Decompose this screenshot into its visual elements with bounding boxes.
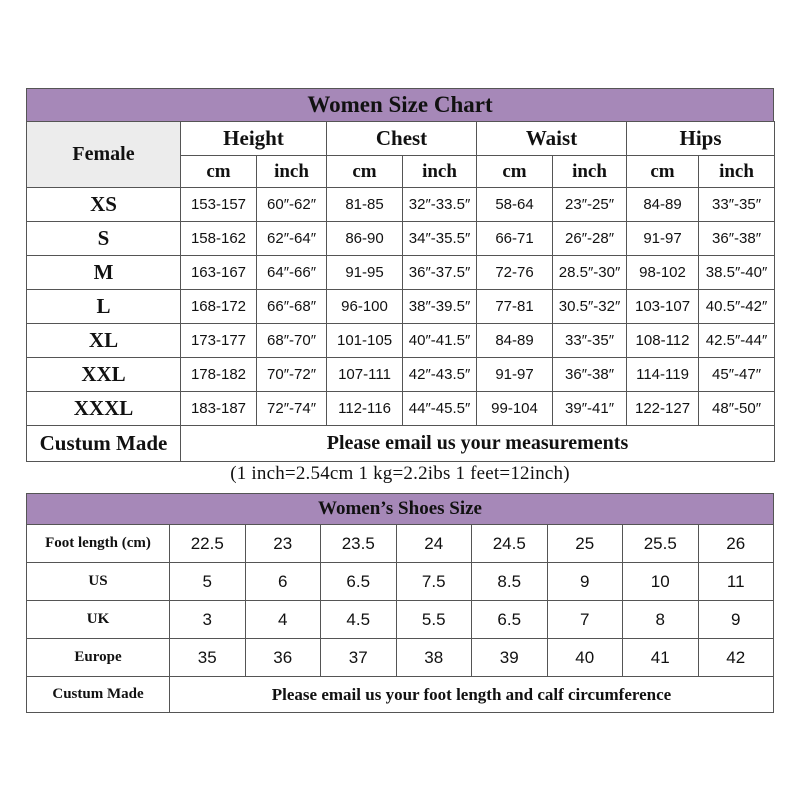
shoe-size-value: 25 — [547, 525, 623, 563]
size-row — [27, 222, 775, 256]
shoe-size-value: 39 — [472, 639, 548, 677]
cm-value: 58-64 — [477, 188, 553, 222]
size-row — [27, 188, 775, 222]
shoe-size-value: 22.5 — [170, 525, 246, 563]
size-label: XXXL — [27, 392, 181, 426]
inch-value: 33″-35″ — [553, 324, 627, 358]
cm-value: 99-104 — [477, 392, 553, 426]
size-label: XL — [27, 324, 181, 358]
shoe-size-value: 23.5 — [321, 525, 397, 563]
shoe-size-value: 38 — [396, 639, 472, 677]
shoe-size-value: 11 — [698, 563, 774, 601]
custom-made-text: Please email us your measurements — [181, 426, 775, 462]
shoe-size-value: 9 — [547, 563, 623, 601]
cm-value: 163-167 — [181, 256, 257, 290]
shoe-size-value: 26 — [698, 525, 774, 563]
shoe-row — [27, 563, 774, 601]
unit-inch: inch — [553, 156, 627, 188]
cm-value: 91-97 — [477, 358, 553, 392]
unit-inch: inch — [699, 156, 775, 188]
hips-header: Hips — [627, 122, 775, 156]
shoe-size-value: 8.5 — [472, 563, 548, 601]
shoe-size-value: 36 — [245, 639, 321, 677]
unit-inch: inch — [403, 156, 477, 188]
shoes-chart-title: Women’s Shoes Size — [26, 493, 774, 524]
shoes-custom-made-text: Please email us your foot length and calf circumference — [170, 677, 774, 713]
inch-value: 60″-62″ — [257, 188, 327, 222]
shoe-size-value: 25.5 — [623, 525, 699, 563]
conversion-note: (1 inch=2.54cm 1 kg=2.2ibs 1 feet=12inch) — [230, 463, 570, 484]
shoe-size-value: 6.5 — [321, 563, 397, 601]
shoe-size-value: 3 — [170, 601, 246, 639]
inch-value: 36″-38″ — [699, 222, 775, 256]
size-chart-table — [26, 121, 775, 462]
cm-value: 84-89 — [627, 188, 699, 222]
shoe-size-value: 8 — [623, 601, 699, 639]
shoe-size-value: 35 — [170, 639, 246, 677]
inch-value: 48″-50″ — [699, 392, 775, 426]
cm-value: 107-111 — [327, 358, 403, 392]
cm-value: 101-105 — [327, 324, 403, 358]
inch-value: 26″-28″ — [553, 222, 627, 256]
shoe-size-value: 7 — [547, 601, 623, 639]
shoe-row-label: Europe — [27, 639, 170, 677]
inch-value: 33″-35″ — [699, 188, 775, 222]
inch-value: 64″-66″ — [257, 256, 327, 290]
shoe-row — [27, 525, 774, 563]
size-label: S — [27, 222, 181, 256]
cm-value: 112-116 — [327, 392, 403, 426]
cm-value: 122-127 — [627, 392, 699, 426]
shoe-size-value: 41 — [623, 639, 699, 677]
inch-value: 36″-38″ — [553, 358, 627, 392]
shoe-row — [27, 601, 774, 639]
cm-value: 77-81 — [477, 290, 553, 324]
shoe-row-label: US — [27, 563, 170, 601]
chest-header: Chest — [327, 122, 477, 156]
inch-value: 38″-39.5″ — [403, 290, 477, 324]
shoe-size-value: 23 — [245, 525, 321, 563]
size-chart-title: Women Size Chart — [26, 88, 774, 121]
shoe-row-label: Foot length (cm) — [27, 525, 170, 563]
shoe-size-value: 10 — [623, 563, 699, 601]
inch-value: 30.5″-32″ — [553, 290, 627, 324]
size-label: XS — [27, 188, 181, 222]
women-shoes-size-chart — [26, 493, 774, 713]
shoe-size-value: 5 — [170, 563, 246, 601]
size-label: L — [27, 290, 181, 324]
shoe-size-value: 9 — [698, 601, 774, 639]
shoe-size-value: 6 — [245, 563, 321, 601]
inch-value: 70″-72″ — [257, 358, 327, 392]
inch-value: 42.5″-44″ — [699, 324, 775, 358]
custom-made-label: Custum Made — [27, 426, 181, 462]
shoe-size-value: 37 — [321, 639, 397, 677]
shoe-size-value: 5.5 — [396, 601, 472, 639]
cm-value: 114-119 — [627, 358, 699, 392]
cm-value: 96-100 — [327, 290, 403, 324]
inch-value: 44″-45.5″ — [403, 392, 477, 426]
inch-value: 34″-35.5″ — [403, 222, 477, 256]
inch-value: 45″-47″ — [699, 358, 775, 392]
shoe-size-value: 6.5 — [472, 601, 548, 639]
inch-value: 42″-43.5″ — [403, 358, 477, 392]
shoe-size-value: 24.5 — [472, 525, 548, 563]
cm-value: 91-97 — [627, 222, 699, 256]
shoe-row — [27, 639, 774, 677]
inch-value: 28.5″-30″ — [553, 256, 627, 290]
size-row — [27, 392, 775, 426]
shoe-size-value: 4 — [245, 601, 321, 639]
cm-value: 98-102 — [627, 256, 699, 290]
women-size-chart — [26, 88, 774, 462]
cm-value: 178-182 — [181, 358, 257, 392]
inch-value: 66″-68″ — [257, 290, 327, 324]
cm-value: 183-187 — [181, 392, 257, 426]
unit-cm: cm — [181, 156, 257, 188]
unit-cm: cm — [327, 156, 403, 188]
waist-header: Waist — [477, 122, 627, 156]
inch-value: 72″-74″ — [257, 392, 327, 426]
shoe-size-value: 24 — [396, 525, 472, 563]
unit-cm: cm — [627, 156, 699, 188]
cm-value: 168-172 — [181, 290, 257, 324]
shoe-size-value: 7.5 — [396, 563, 472, 601]
cm-value: 173-177 — [181, 324, 257, 358]
size-label: XXL — [27, 358, 181, 392]
height-header: Height — [181, 122, 327, 156]
cm-value: 66-71 — [477, 222, 553, 256]
female-header: Female — [27, 122, 181, 188]
shoe-size-value: 40 — [547, 639, 623, 677]
cm-value: 103-107 — [627, 290, 699, 324]
cm-value: 72-76 — [477, 256, 553, 290]
inch-value: 62″-64″ — [257, 222, 327, 256]
size-label: M — [27, 256, 181, 290]
unit-inch: inch — [257, 156, 327, 188]
inch-value: 38.5″-40″ — [699, 256, 775, 290]
inch-value: 23″-25″ — [553, 188, 627, 222]
unit-cm: cm — [477, 156, 553, 188]
cm-value: 81-85 — [327, 188, 403, 222]
inch-value: 39″-41″ — [553, 392, 627, 426]
inch-value: 36″-37.5″ — [403, 256, 477, 290]
cm-value: 84-89 — [477, 324, 553, 358]
cm-value: 91-95 — [327, 256, 403, 290]
cm-value: 153-157 — [181, 188, 257, 222]
shoe-size-value: 4.5 — [321, 601, 397, 639]
shoe-size-value: 42 — [698, 639, 774, 677]
inch-value: 32″-33.5″ — [403, 188, 477, 222]
size-row — [27, 290, 775, 324]
cm-value: 158-162 — [181, 222, 257, 256]
shoes-size-table — [26, 524, 774, 713]
shoes-custom-made-label: Custum Made — [27, 677, 170, 713]
cm-value: 108-112 — [627, 324, 699, 358]
shoe-row-label: UK — [27, 601, 170, 639]
cm-value: 86-90 — [327, 222, 403, 256]
inch-value: 68″-70″ — [257, 324, 327, 358]
inch-value: 40.5″-42″ — [699, 290, 775, 324]
size-row — [27, 324, 775, 358]
size-row — [27, 256, 775, 290]
inch-value: 40″-41.5″ — [403, 324, 477, 358]
size-row — [27, 358, 775, 392]
